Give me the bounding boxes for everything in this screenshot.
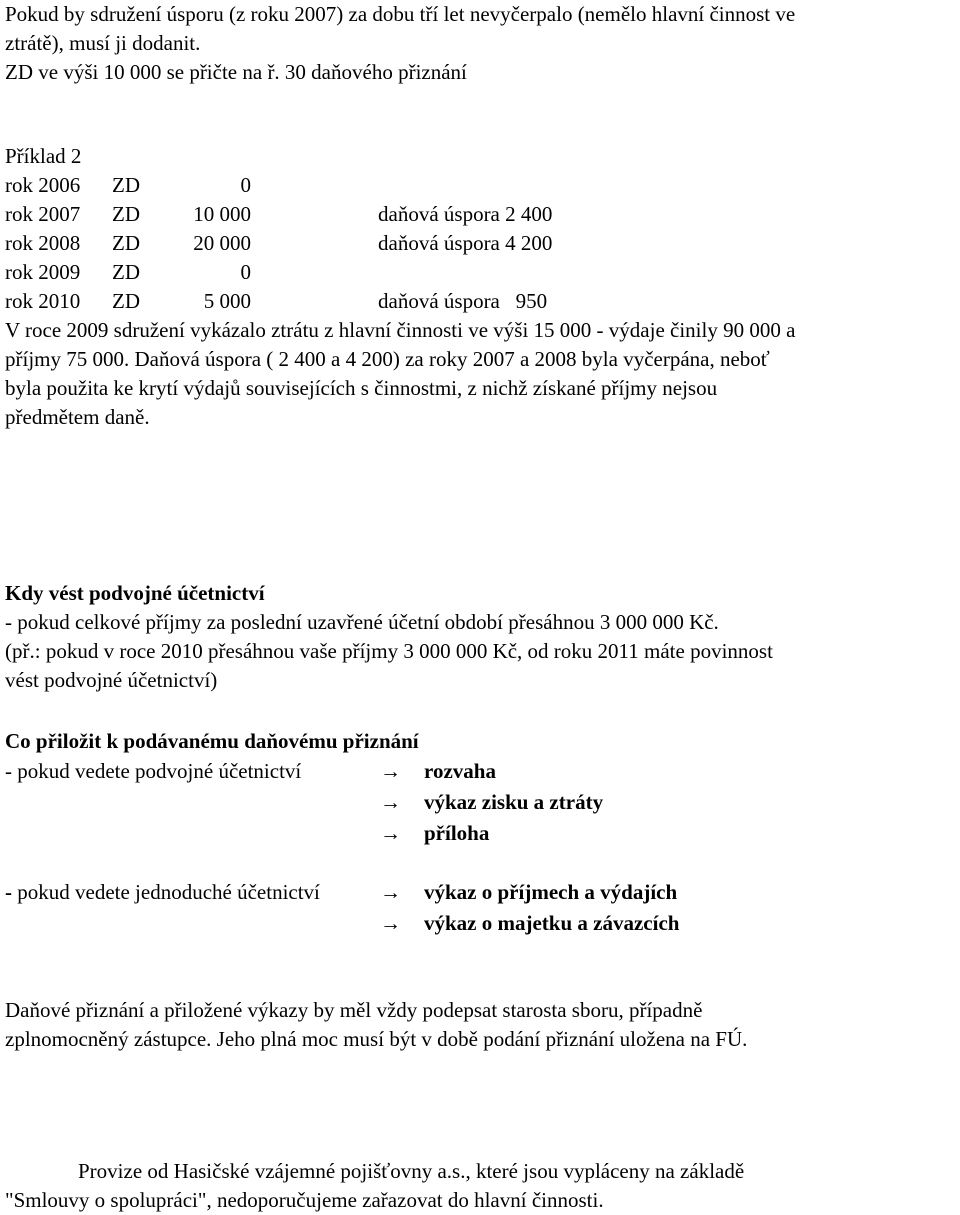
signature-note-line: Daňové přiznání a přiložené výkazy by měl vždy podepsat starosta sboru, případně xyxy=(5,998,703,1022)
example-saving: daňová úspora 4 200 xyxy=(378,231,553,255)
example-year: rok 2010 xyxy=(5,289,81,313)
double-entry-line-2: (př.: pokud v roce 2010 přesáhnou vaše příjmy 3 000 000 Kč, od roku 2011 máte povinnost xyxy=(5,639,773,663)
footer-line: "Smlouvy o spolupráci", nedoporučujeme zařazovat do hlavní činnosti. xyxy=(5,1188,604,1212)
intro-line-3: ZD ve výši 10 000 se přičte na ř. 30 daňového přiznání xyxy=(5,60,467,84)
example-title: Příklad 2 xyxy=(5,144,82,168)
intro-line-1: Pokud by sdružení úsporu (z roku 2007) za dobu tří let nevyčerpalo (nemělo hlavní činnost ve xyxy=(5,2,796,26)
example-year: rok 2006 xyxy=(5,173,81,197)
attachment-item: výkaz zisku a ztráty xyxy=(424,790,604,814)
example-zd: ZD xyxy=(112,231,140,255)
arrow-right-icon: → xyxy=(380,821,401,845)
example-year: rok 2007 xyxy=(5,202,81,226)
arrow-right-icon: → xyxy=(380,790,401,814)
example-note-line: byla použita ke krytí výdajů souvisejících s činnostmi, z nichž získané příjmy nejsou xyxy=(5,376,718,400)
signature-note-line: zplnomocněný zástupce. Jeho plná moc musí být v době podání přiznání uložena na FÚ. xyxy=(5,1027,748,1051)
example-amount: 0 xyxy=(240,173,251,197)
example-zd: ZD xyxy=(112,202,140,226)
double-entry-line-1: - pokud celkové příjmy za poslední uzavřené účetní období přesáhnou 3 000 000 Kč. xyxy=(5,610,719,634)
footer-line: Provize od Hasičské vzájemné pojišťovny a.s., které jsou vypláceny na základě xyxy=(78,1159,745,1183)
double-entry-label: - pokud vedete podvojné účetnictví xyxy=(5,759,302,783)
example-note-line: V roce 2009 sdružení vykázalo ztrátu z hlavní činnosti ve výši 15 000 - výdaje činily 90 000 a xyxy=(5,318,796,342)
example-note-line: předmětem daně. xyxy=(5,405,150,429)
example-zd: ZD xyxy=(112,173,140,197)
arrow-right-icon: → xyxy=(380,880,401,904)
attachment-item: rozvaha xyxy=(424,759,496,783)
attachments-heading: Co přiložit k podávanému daňovému přiznání xyxy=(5,729,419,753)
single-entry-text: pokud vedete jednoduché účetnictví xyxy=(12,880,320,904)
example-saving: daňová úspora 950 xyxy=(378,289,548,313)
example-note-line: příjmy 75 000. Daňová úspora ( 2 400 a 4 200) za roky 2007 a 2008 byla vyčerpána, neboť xyxy=(5,347,770,371)
attachment-item: příloha xyxy=(424,821,490,845)
example-amount: 10 000 xyxy=(193,202,251,226)
single-entry-dash: - xyxy=(5,880,12,904)
single-entry-label xyxy=(5,878,320,907)
example-year: rok 2009 xyxy=(5,260,81,284)
example-amount: 5 000 xyxy=(203,289,251,313)
example-year: rok 2008 xyxy=(5,231,81,255)
arrow-right-icon: → xyxy=(380,759,401,783)
arrow-right-icon: → xyxy=(380,911,401,935)
intro-line-2: ztrátě), musí ji dodanit. xyxy=(5,31,201,55)
double-entry-line-3: vést podvojné účetnictví) xyxy=(5,668,218,692)
example-amount: 0 xyxy=(240,260,251,284)
example-amount: 20 000 xyxy=(193,231,251,255)
double-entry-heading: Kdy vést podvojné účetnictví xyxy=(5,581,265,605)
attachment-item: výkaz o příjmech a výdajích xyxy=(424,880,678,904)
attachment-item: výkaz o majetku a závazcích xyxy=(424,911,680,935)
example-zd: ZD xyxy=(112,260,140,284)
example-saving: daňová úspora 2 400 xyxy=(378,202,553,226)
example-zd: ZD xyxy=(112,289,140,313)
